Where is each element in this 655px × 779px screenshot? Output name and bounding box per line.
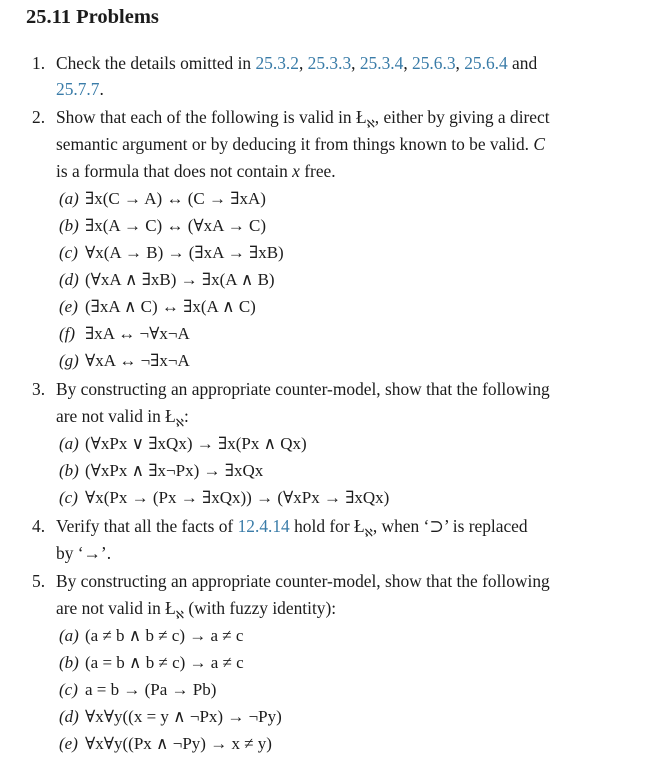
text-run: . — [99, 79, 104, 99]
text-run: , — [298, 53, 308, 73]
text-run: hold for Ł — [289, 516, 365, 536]
subproblem-item — [59, 215, 266, 237]
formula: a = b → (Pa → Pb) — [85, 680, 217, 699]
text-run: Show that each of the following is valid in Ł — [56, 107, 367, 127]
problem-number: 4. — [32, 516, 46, 536]
text-run: and — [507, 53, 538, 73]
italic-variable: C — [533, 134, 545, 154]
subproblem-label: (d) — [59, 270, 79, 289]
formula: ∀x∀y((x = y ∧ ¬Px) → ¬Py) — [85, 707, 282, 726]
subproblem-item — [59, 625, 243, 647]
text-run: , either by giving a direct — [374, 107, 550, 127]
cross-reference-link[interactable]: 12.4.14 — [237, 516, 290, 536]
formula: (∀xA ∧ ∃xB) → ∃x(A ∧ B) — [85, 270, 275, 289]
subproblem-item — [59, 706, 282, 728]
text-run: (with fuzzy identity): — [183, 598, 337, 618]
subproblem-label: (c) — [59, 243, 78, 262]
subproblem-item — [59, 242, 284, 264]
formula: (∃xA ∧ C) ↔ ∃x(A ∧ C) — [85, 297, 256, 316]
text-run: By constructing an appropriate counter-model, show that the following — [56, 379, 550, 399]
problem-text-line — [56, 405, 189, 434]
formula: (a = b ∧ b ≠ c) → a ≠ c — [85, 653, 244, 672]
subproblem-label: (a) — [59, 189, 79, 208]
problem-number: 5. — [32, 571, 46, 591]
cross-reference-link[interactable]: 25.6.3 — [412, 53, 456, 73]
subproblem-label: (e) — [59, 297, 78, 316]
subproblem-label: (a) — [59, 434, 79, 453]
text-run: semantic argument or by deducing it from things known to be valid. — [56, 134, 534, 154]
problem-number: 2. — [32, 107, 46, 127]
subproblem-item — [59, 679, 216, 701]
formula: ∀x(A → B) → (∃xA → ∃xB) — [85, 243, 284, 262]
problem-text-line — [56, 597, 336, 626]
subscript-aleph: ℵ — [364, 527, 373, 540]
subproblem-label: (c) — [59, 488, 78, 507]
cross-reference-link[interactable]: 25.3.4 — [359, 53, 404, 73]
problem-text-line — [56, 78, 104, 100]
text-run: by ‘→’. — [56, 543, 112, 563]
subproblem-label: (f) — [59, 324, 76, 343]
problem-text-line — [56, 542, 111, 564]
text-run: are not valid in Ł — [56, 598, 176, 618]
formula: (∀xPx ∨ ∃xQx) → ∃x(Px ∧ Qx) — [85, 434, 307, 453]
problem-text-line — [56, 106, 550, 135]
text-run: : — [183, 406, 189, 426]
section-title: 25.11 Problems — [26, 6, 159, 28]
cross-reference-link[interactable]: 25.6.4 — [464, 53, 508, 73]
problem-text-line — [56, 160, 336, 182]
subproblem-item — [59, 652, 244, 674]
problem-text-line — [56, 52, 537, 74]
text-run: , when ‘⊃’ is replaced — [372, 516, 528, 536]
formula: ∃xA ↔ ¬∀x¬A — [85, 324, 190, 343]
subproblem-label: (b) — [59, 653, 79, 672]
formula: ∃x(A → C) ↔ (∀xA → C) — [85, 216, 266, 235]
problem-text-line — [56, 133, 545, 155]
text-run: are not valid in Ł — [56, 406, 176, 426]
text-run: free. — [299, 161, 336, 181]
formula: (∀xPx ∧ ∃x¬Px) → ∃xQx — [85, 461, 264, 480]
problem-text-line — [56, 570, 550, 592]
subproblem-item — [59, 269, 275, 291]
problem-text-line — [56, 378, 550, 400]
subproblem-item — [59, 350, 190, 372]
subproblem-item — [59, 188, 266, 210]
subproblem-label: (e) — [59, 734, 78, 753]
subproblem-item — [59, 460, 263, 482]
text-run: is a formula that does not contain — [56, 161, 293, 181]
subproblem-item — [59, 433, 307, 455]
subscript-aleph: ℵ — [175, 417, 184, 430]
formula: ∀x(Px → (Px → ∃xQx)) → (∀xPx → ∃xQx) — [85, 488, 390, 507]
subproblem-label: (a) — [59, 626, 79, 645]
subproblem-label: (b) — [59, 216, 79, 235]
subscript-aleph: ℵ — [366, 118, 375, 131]
subproblem-item — [59, 487, 389, 509]
problem-number: 1. — [32, 53, 46, 73]
text-run: , — [403, 53, 413, 73]
cross-reference-link[interactable]: 25.7.7 — [56, 79, 100, 99]
italic-variable: x — [292, 161, 300, 181]
text-run: , — [351, 53, 360, 73]
subproblem-label: (c) — [59, 680, 78, 699]
formula: (a ≠ b ∧ b ≠ c) → a ≠ c — [85, 626, 244, 645]
subscript-aleph: ℵ — [175, 609, 184, 622]
subproblem-label: (b) — [59, 461, 79, 480]
formula: ∀xA ↔ ¬∃x¬A — [85, 351, 190, 370]
text-run: By constructing an appropriate counter-model, show that the following — [56, 571, 550, 591]
text-run: Verify that all the facts of — [56, 516, 238, 536]
cross-reference-link[interactable]: 25.3.2 — [255, 53, 299, 73]
subproblem-label: (g) — [59, 351, 79, 370]
subproblem-label: (d) — [59, 707, 79, 726]
text-run: Check the details omitted in — [56, 53, 256, 73]
formula: ∃x(C → A) ↔ (C → ∃xA) — [85, 189, 266, 208]
cross-reference-link[interactable]: 25.3.3 — [307, 53, 352, 73]
text-run: , — [455, 53, 465, 73]
subproblem-item — [59, 733, 272, 755]
subproblem-item — [59, 296, 256, 318]
subproblem-item — [59, 323, 190, 345]
formula: ∀x∀y((Px ∧ ¬Py) → x ≠ y) — [85, 734, 272, 753]
problem-text-line — [56, 515, 528, 544]
problem-number: 3. — [32, 379, 46, 399]
